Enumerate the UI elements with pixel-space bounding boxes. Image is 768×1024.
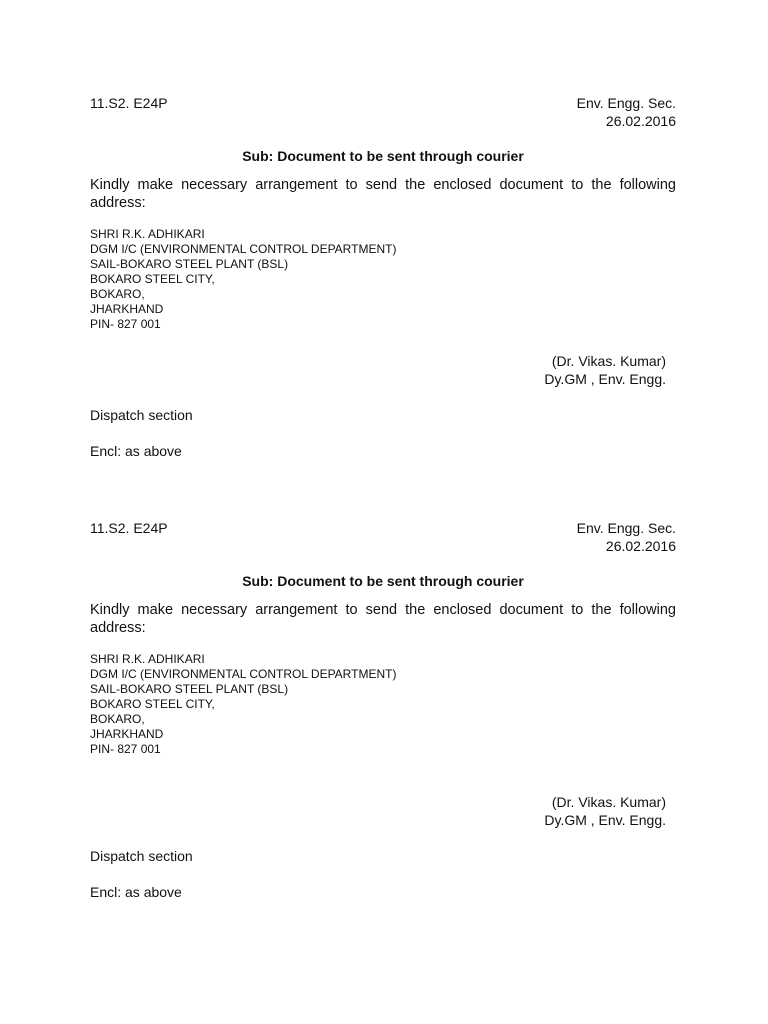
recipient-section: Dispatch section xyxy=(90,848,193,864)
address-line: PIN- 827 001 xyxy=(90,742,161,756)
address-line: SAIL-BOKARO STEEL PLANT (BSL) xyxy=(90,682,289,696)
memo-copy-2 xyxy=(90,519,676,901)
sender-department: Env. Engg. Sec. xyxy=(576,95,676,111)
subject-line: Sub: Document to be sent through courier xyxy=(242,148,524,164)
enclosure-note: Encl: as above xyxy=(90,884,182,900)
signature-block xyxy=(90,793,676,829)
memo-header xyxy=(90,94,676,130)
signatory-name: (Dr. Vikas. Kumar) xyxy=(551,353,666,369)
enclosure-note: Encl: as above xyxy=(90,443,182,459)
address-line: JHARKHAND xyxy=(90,727,164,741)
signatory-title: Dy.GM , Env. Engg. xyxy=(544,371,666,387)
sender-block xyxy=(577,519,676,555)
address-line: BOKARO STEEL CITY, xyxy=(90,272,215,286)
sender-block xyxy=(577,94,676,130)
address-line: DGM I/C (ENVIRONMENTAL CONTROL DEPARTMENT) xyxy=(90,667,397,681)
address-line: PIN- 827 001 xyxy=(90,317,161,331)
address-line: DGM I/C (ENVIRONMENTAL CONTROL DEPARTMENT) xyxy=(90,242,397,256)
address-line: JHARKHAND xyxy=(90,302,164,316)
signatory-name: (Dr. Vikas. Kumar) xyxy=(551,794,666,810)
body-text: Kindly make necessary arrangement to send the enclosed document to the following address: xyxy=(90,602,676,636)
address-line: SHRI R.K. ADHIKARI xyxy=(90,652,205,666)
address-line: BOKARO, xyxy=(90,712,145,726)
memo-date: 26.02.2016 xyxy=(605,538,676,554)
reference-number: 11.S2. E24P xyxy=(90,95,168,111)
address-line: BOKARO, xyxy=(90,287,145,301)
address-block xyxy=(90,652,676,757)
body-text: Kindly make necessary arrangement to send the enclosed document to the following address: xyxy=(90,177,676,211)
sender-department: Env. Engg. Sec. xyxy=(576,520,676,536)
memo-copy-1 xyxy=(90,94,676,460)
memo-header xyxy=(90,519,676,555)
signatory-title: Dy.GM , Env. Engg. xyxy=(544,812,666,828)
memo-date: 26.02.2016 xyxy=(605,113,676,129)
reference-number: 11.S2. E24P xyxy=(90,520,168,536)
signature-block xyxy=(90,352,676,388)
address-line: SAIL-BOKARO STEEL PLANT (BSL) xyxy=(90,257,289,271)
address-block xyxy=(90,227,676,332)
subject-line: Sub: Document to be sent through courier xyxy=(242,573,524,589)
recipient-section: Dispatch section xyxy=(90,407,193,423)
address-line: SHRI R.K. ADHIKARI xyxy=(90,227,205,241)
address-line: BOKARO STEEL CITY, xyxy=(90,697,215,711)
